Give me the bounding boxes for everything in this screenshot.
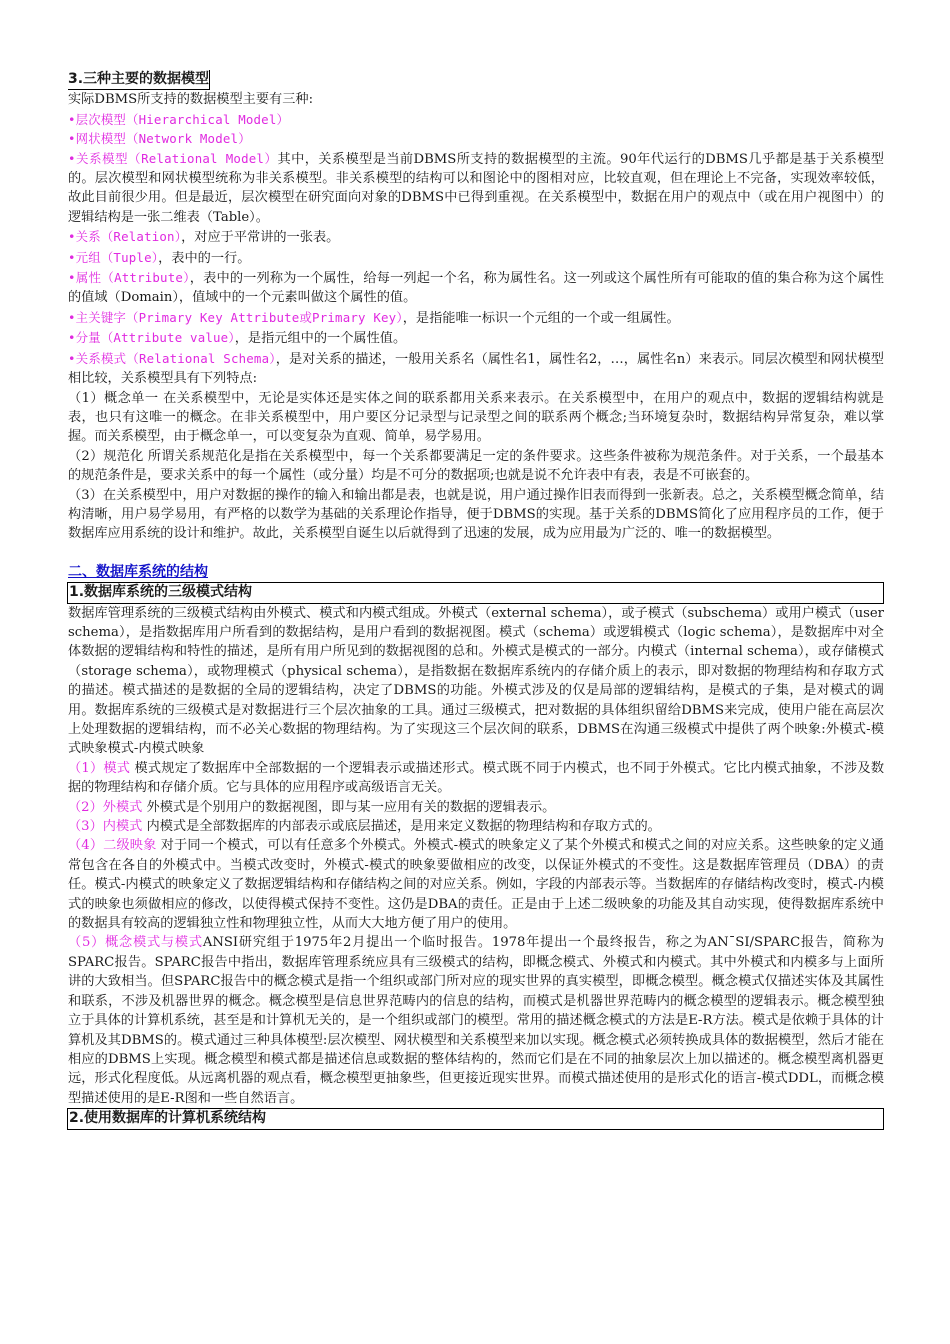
paragraph-three-level-intro: 数据库管理系统的三级模式结构由外模式、模式和内模式组成。外模式（external schema），或子模式（subschema）或用户模式（user schema），是指数据库用户所看到的数据结构，是用户看到的数据视图。模式（schema）或逻辑模式（logic schema），是数据库中对全体数据的逻辑结构和特性的描述，是所有用户所见到的数据视图的总和。外模式是模式的一部分。内模式（internal schema），或存储模式（storage schema），或物理模式（physical schema），是指数据在数据库系统内的存储介质上的表示，即对数据的物理结构和存取方式的描述。模式描述的是数据的全局的逻辑结构，决定了DBMS的功能。外模式涉及的仅是局部的逻辑结构，是模式的子集，是对模式的调用。数据库系统的三级模式是对数据进行三个层次抽象的工具。通过三级模式，把对数据的具体组织留给DBMS来完成，使用户能在高层次上处理数据的逻辑结构，而不必关心数据的物理结构。为了实现这三个层次间的联系，DBMS在沟通三级模式中提供了两个映象:外模式-模式映象模式-内模式映象 [68, 605, 884, 757]
paragraph-feature-2: （2）规范化 所谓关系规范化是指在关系模型中，每一个关系都要满足一定的条件要求。这些条件被称为规范条件。对于关系，一个最基本的规范条件是，要求关系中的每一个属性（或分量）均是不可分的数据项;也就是说不允许表中有表，表是不可嵌套的。 [68, 448, 884, 484]
text-schema: 模式规定了数据库中全部数据的一个逻辑表示或描述形式。模式既不同于内模式，也不同于外模式。它比内模式抽象，不涉及数据的物理结构和存储介质。它与具体的应用程序或高级语言无关。 [68, 760, 885, 796]
section-gap [68, 544, 884, 563]
paragraph-two-level-mapping [68, 836, 884, 933]
paragraph-feature-1: （1）概念单一 在关系模型中，无论是实体还是实体之间的联系都用关系来表示。在关系模型中，在用户的观点中，数据的逻辑结构就是表，也只有这唯一的概念。在非关系模型中，用户要区分记录型与记录型之间的联系两个概念;当环境复杂时，数据结构异常复杂，难以掌握。而关系模型，由于概念单一，可以变复杂为直观、简单，易学易用。 [68, 390, 885, 445]
text-external-schema: 外模式是个别用户的数据视图，即与某一应用有关的数据的逻辑表示。 [142, 799, 556, 815]
text-tuple: ，表中的一行。 [158, 250, 251, 266]
term-conceptual-schema: （5）概念模式与模式 [68, 935, 203, 951]
paragraph-feature-3: （3）在关系模型中，用户对数据的操作的输入和输出都是表，也就是说，用户通过操作旧表而得到一张新表。总之，关系模型概念简单，结构清晰，用户易学易用，有严格的以数学为基础的关系理论作指导，便于DBMS的实现。基于关系的DBMS简化了应用程序员的工作，便于数据库应用系统的设计和维护。故此，关系模型自诞生以后就得到了迅速的发展，成为应用最为广泛的、唯一的数据模型。 [68, 487, 884, 542]
chapter-title-db-structure: 二、数据库系统的结构 [68, 563, 208, 580]
bullet-hierarchical-model: •层次模型（Hierarchical Model） [68, 111, 290, 127]
section-heading-data-models: 3.三种主要的数据模型 [68, 70, 210, 90]
paragraph-relational-schema [68, 349, 884, 389]
text-conceptual-schema: ANSI研究组于1975年2月提出一个临时报告。1978年提出一个最终报告，称之为AN¯SI/SPARC报告，简称为SPARC报告。SPARC报告中指出，数据库管理系统应具有三级模式的结构，即概念模式、外模式和内模式。其中外模式和内模多与上面所讲的大致相当。但SPARC报告中的概念模式是指一个组织或部门所对应的现实世界的真实模型，即概念模型。概念模式仅描述实体及其属性和联系，不涉及机器世界的概念。概念模型是信息世界范畴内的信息的结构，而模式是机器世界范畴内的概念模型的逻辑表示。概念模型独立于具体的计算机系统，甚至是和计算机无关的，是一个组织或部门的模型。常用的描述概念模式的方法是E-R方法。模式是依赖于具体的计算机及其DBMS的。模式通过三种具体模型:层次模型、网状模型和关系模型来加以实现。概念模式必须转换成具体的数据模型，然后才能在相应的DBMS上实现。概念模型和模式都是描述信息或数据的整体结构的，然而它们是在不同的抽象层次上加以描述的。概念模型离机器更远，形式化程度低。从远离机器的观点看，概念模型更抽象些，但更接近现实世界。而模式描述使用的是形式化的语言-模式DDL，而概念模型描述使用的是E-R图和一些自然语言。 [68, 935, 885, 1106]
section-heading-computer-system: 2.使用数据库的计算机系统结构 [67, 1108, 884, 1129]
term-relational-schema: •关系模式（Relational Schema） [68, 350, 276, 366]
term-primary-key: •主关键字（Primary Key Attribute或Primary Key） [68, 309, 403, 325]
bullet-network-model: •网状模型（Network Model） [68, 131, 251, 147]
term-attribute-value: •分量（Attribute value） [68, 330, 235, 346]
paragraph-internal-schema [68, 817, 884, 836]
term-attribute: •属性（Attribute） [68, 270, 190, 286]
paragraph-relation [68, 227, 884, 247]
term-internal-schema: （3）内模式 [68, 819, 143, 835]
text-relational-schema: ，是对关系的描述，一般用关系名（属性名1，属性名2，…，属性名n）来表示。同层次模型和网状模型相比较，关系模型具有下列特点: [68, 351, 884, 387]
text-two-level-mapping: 对于同一个模式，可以有任意多个外模式。外模式-模式的映象定义了某个外模式和模式之间的对应关系。这些映象的定义通常包含在各自的外模式中。当模式改变时，外模式-模式的映象要做相应的改变，以保证外模式的不变性。这是数据库管理员（DBA）的责任。模式-内模式的映象定义了数据逻辑结构和存储结构之间的对应关系。例如，字段的内部表示等。当数据库的存储结构改变时，模式-内模式的映象也须做相应的修改，以使得模式保持不变性。这仍是DBA的责任。正是由于上述二级映象的功能及其自动实现，使得数据库系统中的数据具有较高的逻辑独立性和物理独立性，从而大大地方便了用户的使用。 [68, 838, 884, 932]
paragraph-schema [68, 759, 884, 798]
term-external-schema: （2）外模式 [68, 799, 143, 815]
paragraph-external-schema [68, 798, 884, 817]
term-schema: （1）模式 [68, 760, 131, 776]
text-relation: ，对应于平常讲的一张表。 [181, 230, 340, 246]
paragraph-attribute [68, 268, 884, 308]
text-primary-key: ，是指能唯一标识一个元组的一个或一组属性。 [402, 310, 680, 326]
paragraph-tuple [68, 248, 884, 268]
paragraph-attribute-value [68, 328, 884, 348]
text-relational-model: 其中，关系模型是当前DBMS所支持的数据模型的主流。90年代运行的DBMS几乎都是基于关系模型的。层次模型和网状模型统称为非关系模型。非关系模型的结构可以和图论中的图相对应，比较直观，但在理论上不完备，实现效率较低，故此目前很少用。但是最近，层次模型在研究面向对象的DBMS中已得到重视。在关系模型中，数据在用户的观点中（或在用户视图中）的逻辑结构是一张二维表（Table）。 [68, 151, 884, 225]
paragraph-conceptual-schema [68, 933, 884, 1108]
term-two-level-mapping: （4）二级映象 [68, 838, 157, 854]
paragraph-relational-model [68, 149, 884, 228]
text-attribute: ，表中的一列称为一个属性，给每一列起一个名，称为属性名。这一列或这个属性所有可能取的值的集合称为这个属性的值域（Domain），值域中的一个元素叫做这个属性的值。 [68, 271, 884, 306]
text-internal-schema: 内模式是全部数据库的内部表示或底层描述，是用来定义数据的物理结构和存取方式的。 [142, 819, 661, 835]
term-tuple: •元组（Tuple） [68, 249, 159, 265]
paragraph-primary-key [68, 308, 884, 328]
paragraph-intro: 实际DBMS所支持的数据模型主要有三种: [68, 92, 314, 108]
term-relation: •关系（Relation） [68, 229, 182, 245]
term-relational-model: •关系模型（Relational Model） [68, 150, 278, 166]
text-attribute-value: ，是指元组中的一个属性值。 [234, 331, 407, 347]
section-heading-three-level-schema: 1.数据库系统的三级模式结构 [67, 582, 884, 603]
document-page [68, 70, 884, 1130]
